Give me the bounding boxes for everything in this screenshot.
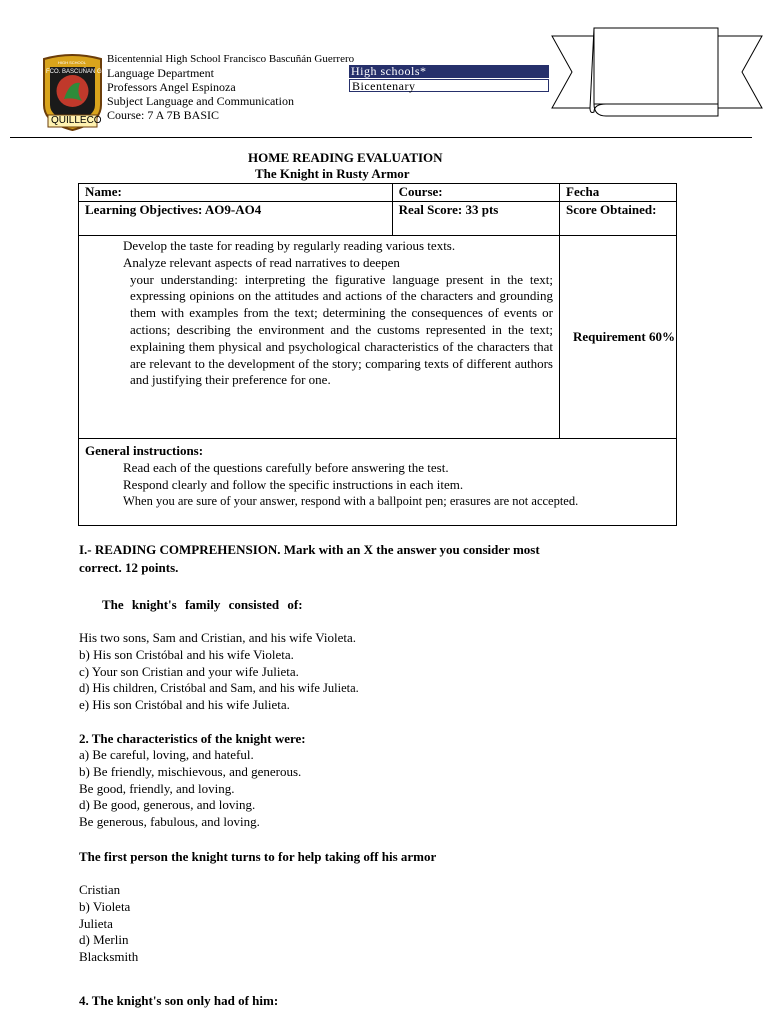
logo-bottom-text: QUILLECO <box>51 115 102 126</box>
question-2-options <box>79 747 301 831</box>
course-label: Course: <box>392 184 559 202</box>
objective-2-text: your understanding: interpreting the figurative language present in the text; expressing opinions on the attitudes and actions of the characters and grounding them with examples from the text; determining the consequences of events or actions; describing the environment and the customs represented in the text; explaining them physical and psychological characteristics of the characters that are relevant to the development of the story; comparing texts of different authors and justifying their preference for one. <box>130 271 553 388</box>
evaluation-table <box>78 183 677 526</box>
school-logo <box>40 53 105 131</box>
instruction-item <box>109 476 670 493</box>
real-score: Real Score: 33 pts <box>392 202 559 236</box>
banner-top-box: High schools* <box>349 65 549 78</box>
logo-top-text: HIGH SCHOOL <box>58 60 87 65</box>
header-divider <box>10 137 752 138</box>
question-4-title: 4. The knight's son only had of him: <box>79 993 279 1008</box>
objective-item-1 <box>109 238 559 255</box>
answer-option[interactable]: Be generous, fabulous, and loving. <box>79 814 260 830</box>
objectives-cell <box>79 236 560 439</box>
answer-option[interactable]: Be good, friendly, and loving. <box>79 780 235 796</box>
general-instructions-title: General instructions: <box>85 443 204 458</box>
objective-1-text: Develop the taste for reading by regularly reading various texts. <box>123 238 456 253</box>
name-label: Name: <box>79 184 393 202</box>
objective-item-2 <box>109 255 559 389</box>
section-1-heading-line2: correct. 12 points. <box>79 560 179 575</box>
page-subtitle: The Knight in Rusty Armor <box>255 166 410 181</box>
answer-option[interactable]: d) His children, Cristóbal and Sam, and his wife Julieta. <box>79 681 359 696</box>
objective-2-line1: Analyze relevant aspects of read narratives to deepen <box>123 254 400 270</box>
question-3-options <box>79 882 138 966</box>
answer-option[interactable]: b) His son Cristóbal and his wife Violeta. <box>79 646 294 662</box>
instruction-text: Read each of the questions carefully before answering the test. <box>123 460 449 475</box>
instruction-text: Respond clearly and follow the specific instructions in each item. <box>123 477 464 492</box>
question-3-title: The first person the knight turns to for help taking off his armor <box>79 849 437 864</box>
answer-option[interactable]: b) Violeta <box>79 898 131 914</box>
subject: Subject Language and Communication <box>107 94 294 108</box>
answer-option[interactable]: d) Be good, generous, and loving. <box>79 797 256 813</box>
question-1-title: The knight's family consisted of: <box>102 597 303 612</box>
school-name: Bicentennial High School Francisco Bascuñán Guerrero <box>107 53 355 65</box>
banner-bottom-box: Bicentenary <box>349 79 549 92</box>
score-obtained: Score Obtained: <box>560 202 677 236</box>
section-1-heading <box>79 541 699 577</box>
answer-option[interactable]: d) Merlin <box>79 932 129 948</box>
requirement: Requirement 60% <box>573 329 675 344</box>
instruction-item <box>109 493 670 510</box>
answer-option[interactable]: c) Your son Cristian and your wife Julieta. <box>79 663 299 679</box>
answer-option[interactable]: Blacksmith <box>79 949 139 965</box>
professors: Professors Angel Espinoza <box>107 80 236 94</box>
answer-option[interactable]: Julieta <box>79 915 113 931</box>
answer-option[interactable]: e) His son Cristóbal and his wife Julieta. <box>79 697 290 713</box>
general-instructions-cell <box>79 439 677 526</box>
requirement-cell <box>560 236 677 439</box>
section-1-heading-line1: I.- READING COMPREHENSION. Mark with an X the answer you consider most <box>79 542 540 557</box>
answer-option[interactable]: Cristian <box>79 882 121 897</box>
objectives-label: Learning Objectives: AO9-AO4 <box>79 202 393 236</box>
answer-option[interactable]: a) Be careful, loving, and hateful. <box>79 747 254 762</box>
answer-option[interactable]: His two sons, Sam and Cristian, and his wife Violeta. <box>79 630 357 645</box>
instruction-item <box>109 459 670 476</box>
department: Language Department <box>107 66 214 80</box>
course-line: Course: 7 A 7B BASIC <box>107 108 220 122</box>
logo-mid-text: FCO. BASCUÑAN G. <box>46 69 104 75</box>
page-title: HOME READING EVALUATION <box>248 150 443 165</box>
date-label: Fecha <box>560 184 677 202</box>
question-2-title: 2. The characteristics of the knight were: <box>79 731 306 746</box>
instruction-text: When you are sure of your answer, respond with a ballpoint pen; erasures are not accepted. <box>123 494 579 508</box>
ribbon-scroll-graphic <box>550 24 764 120</box>
answer-option[interactable]: b) Be friendly, mischievous, and generous. <box>79 763 302 779</box>
question-1-options <box>79 630 359 714</box>
